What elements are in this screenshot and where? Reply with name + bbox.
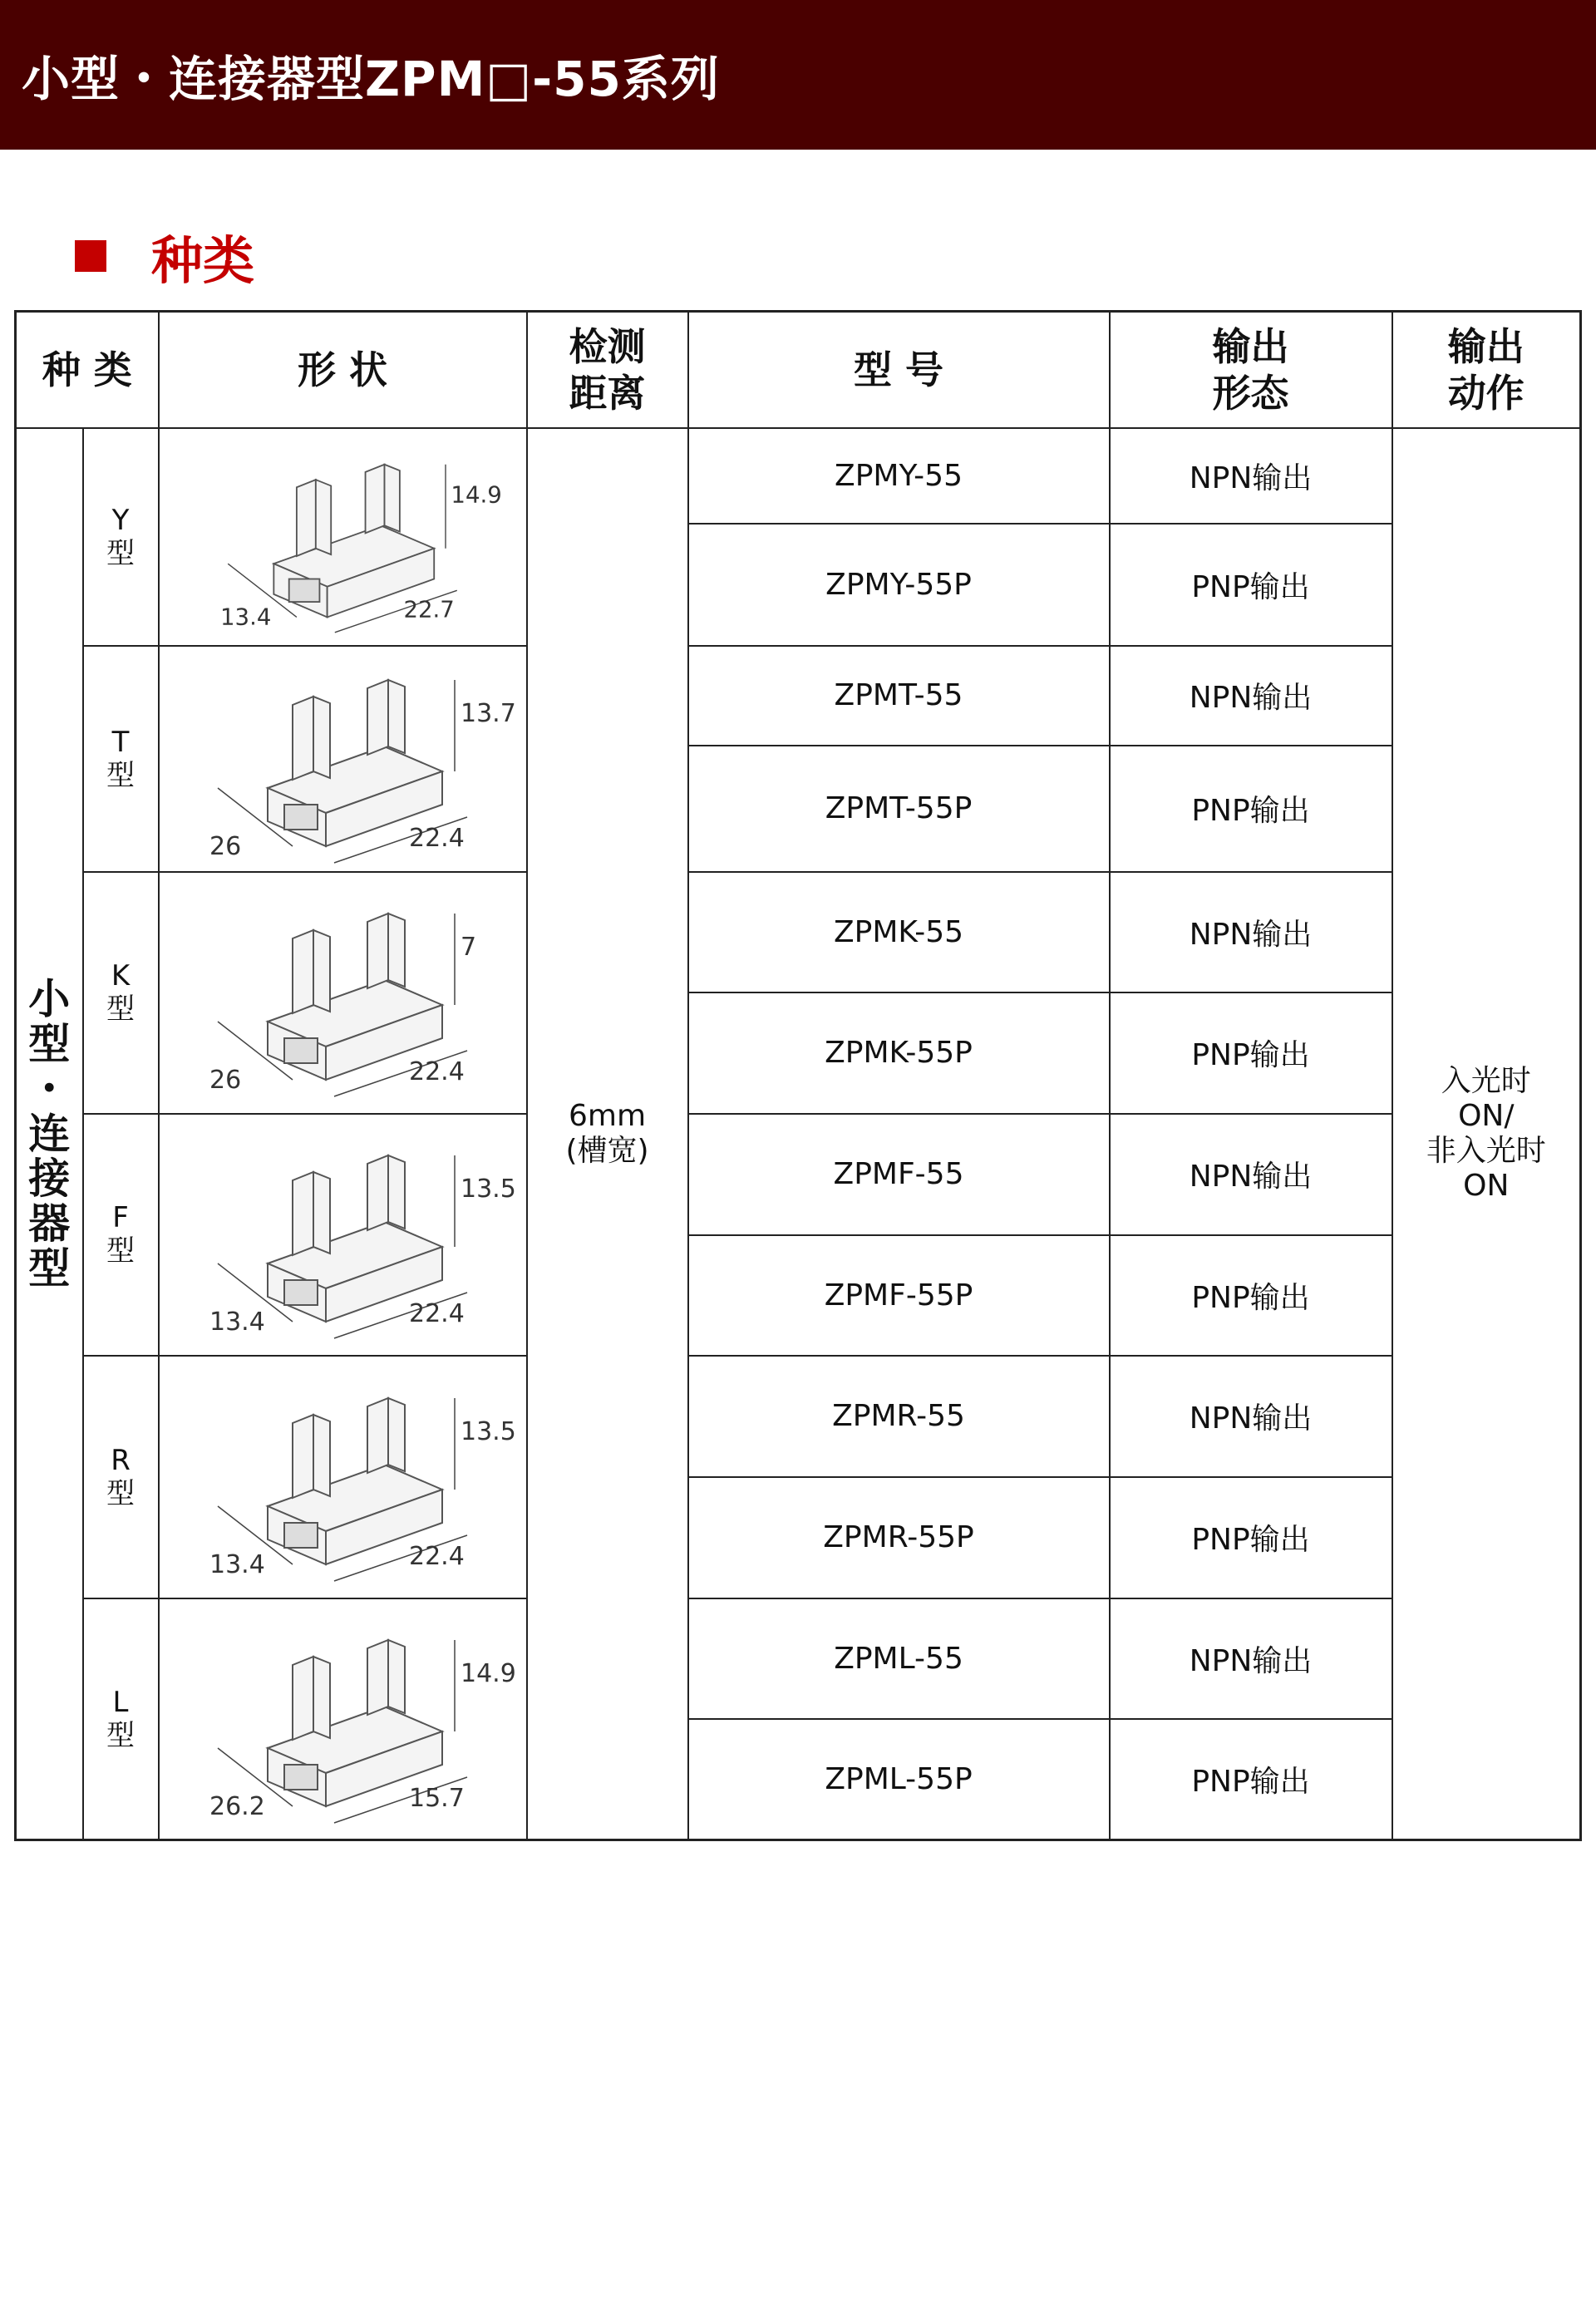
output-type-cell: PNP输出 xyxy=(1110,1719,1392,1840)
dimension-label: 14.9 xyxy=(461,1658,516,1688)
subtype-cell xyxy=(83,646,159,872)
section-heading xyxy=(75,223,254,289)
bullet-square-icon xyxy=(75,240,106,272)
dimension-label: 15.7 xyxy=(409,1783,465,1813)
table-row xyxy=(16,872,1581,992)
dimension-label: 22.4 xyxy=(409,1057,465,1086)
model-cell: ZPMK-55 xyxy=(688,872,1110,992)
output-type-cell: NPN输出 xyxy=(1110,428,1392,524)
model-cell: ZPMK-55P xyxy=(688,992,1110,1114)
subtype-cell xyxy=(83,1598,159,1840)
category-label: 小 型 ・ 连 接 器 型 xyxy=(28,974,71,1293)
shape-cell xyxy=(159,872,527,1114)
distance-note: (槽宽) xyxy=(565,1133,649,1168)
table-row xyxy=(16,1114,1581,1235)
model-cell: ZPMR-55 xyxy=(688,1356,1110,1477)
subtype-letter: T xyxy=(111,725,130,759)
header-model: 型 号 xyxy=(688,312,1110,428)
dimension-label: 13.7 xyxy=(461,698,516,728)
header-output-type: 输出 形态 xyxy=(1110,312,1392,428)
table-row xyxy=(16,1598,1581,1719)
output-type-cell: NPN输出 xyxy=(1110,1598,1392,1719)
sensor-drawing xyxy=(168,434,517,640)
table-row xyxy=(16,646,1581,746)
subtype-cell xyxy=(83,1114,159,1356)
model-cell: ZPMR-55P xyxy=(688,1477,1110,1598)
output-type-cell: NPN输出 xyxy=(1110,872,1392,992)
subtype-suffix: 型 xyxy=(106,1718,135,1752)
model-cell: ZPMY-55 xyxy=(688,428,1110,524)
subtype-cell xyxy=(83,428,159,646)
header-output-action: 输出 动作 xyxy=(1392,312,1581,428)
output-type-cell: PNP输出 xyxy=(1110,992,1392,1114)
dimension-label: 26 xyxy=(209,1066,242,1095)
dimension-label: 22.4 xyxy=(409,1541,465,1571)
header-row xyxy=(16,312,1581,428)
shape-cell xyxy=(159,1356,527,1598)
dimension-label: 14.9 xyxy=(451,481,502,509)
dimension-label: 13.5 xyxy=(461,1416,516,1446)
category-cell xyxy=(16,428,83,1840)
sensor-drawing xyxy=(168,1122,517,1347)
header-category: 种 类 xyxy=(16,312,159,428)
shape-cell xyxy=(159,646,527,872)
subtype-cell xyxy=(83,872,159,1114)
subtype-suffix: 型 xyxy=(106,992,135,1026)
subtype-cell xyxy=(83,1356,159,1598)
subtype-letter: K xyxy=(111,959,131,992)
subtype-suffix: 型 xyxy=(106,536,135,570)
subtype-suffix: 型 xyxy=(106,758,135,792)
subtype-suffix: 型 xyxy=(106,1476,135,1510)
model-cell: ZPML-55P xyxy=(688,1719,1110,1840)
model-cell: ZPMY-55P xyxy=(688,524,1110,646)
output-type-cell: NPN输出 xyxy=(1110,646,1392,746)
shape-cell xyxy=(159,1114,527,1356)
output-type-cell: PNP输出 xyxy=(1110,1477,1392,1598)
shape-cell xyxy=(159,1598,527,1840)
model-cell: ZPML-55 xyxy=(688,1598,1110,1719)
dimension-label: 7 xyxy=(461,933,477,962)
section-title: 种类 xyxy=(151,229,255,291)
header-shape: 形 状 xyxy=(159,312,527,428)
sensor-drawing xyxy=(168,647,517,871)
output-action-cell: 入光时 ON/ 非入光时 ON xyxy=(1392,428,1581,1840)
distance-value: 6mm xyxy=(568,1098,647,1133)
model-cell: ZPMT-55P xyxy=(688,746,1110,872)
subtype-letter: Y xyxy=(111,503,130,537)
table-row xyxy=(16,428,1581,524)
dimension-label: 13.4 xyxy=(209,1549,265,1579)
dimension-label: 13.5 xyxy=(461,1175,516,1204)
header-distance: 检测 距离 xyxy=(527,312,688,428)
model-cell: ZPMF-55 xyxy=(688,1114,1110,1235)
subtype-letter: R xyxy=(111,1443,131,1477)
subtype-letter: L xyxy=(112,1685,129,1719)
dimension-label: 13.4 xyxy=(209,1308,265,1337)
sensor-drawing xyxy=(168,1607,517,1831)
output-type-cell: PNP输出 xyxy=(1110,746,1392,872)
shape-cell xyxy=(159,428,527,646)
dimension-label: 26 xyxy=(209,831,242,861)
dimension-label: 26.2 xyxy=(209,1791,265,1821)
dimension-label: 22.7 xyxy=(403,595,455,623)
model-cell: ZPMF-55P xyxy=(688,1235,1110,1356)
output-type-cell: NPN输出 xyxy=(1110,1114,1392,1235)
dimension-label: 22.4 xyxy=(409,823,465,853)
subtype-letter: F xyxy=(112,1201,129,1234)
product-table xyxy=(14,310,1582,1841)
sensor-drawing xyxy=(168,880,517,1105)
table-row xyxy=(16,1356,1581,1477)
subtype-suffix: 型 xyxy=(106,1234,135,1268)
output-type-cell: PNP输出 xyxy=(1110,1235,1392,1356)
sensor-drawing xyxy=(168,1365,517,1589)
output-type-cell: NPN输出 xyxy=(1110,1356,1392,1477)
page-title: 小型・连接器型ZPM□-55系列 xyxy=(22,51,720,107)
distance-cell xyxy=(527,428,688,1840)
dimension-label: 13.4 xyxy=(220,603,272,631)
output-type-cell: PNP输出 xyxy=(1110,524,1392,646)
dimension-label: 22.4 xyxy=(409,1299,465,1328)
model-cell: ZPMT-55 xyxy=(688,646,1110,746)
title-banner xyxy=(0,0,1596,150)
